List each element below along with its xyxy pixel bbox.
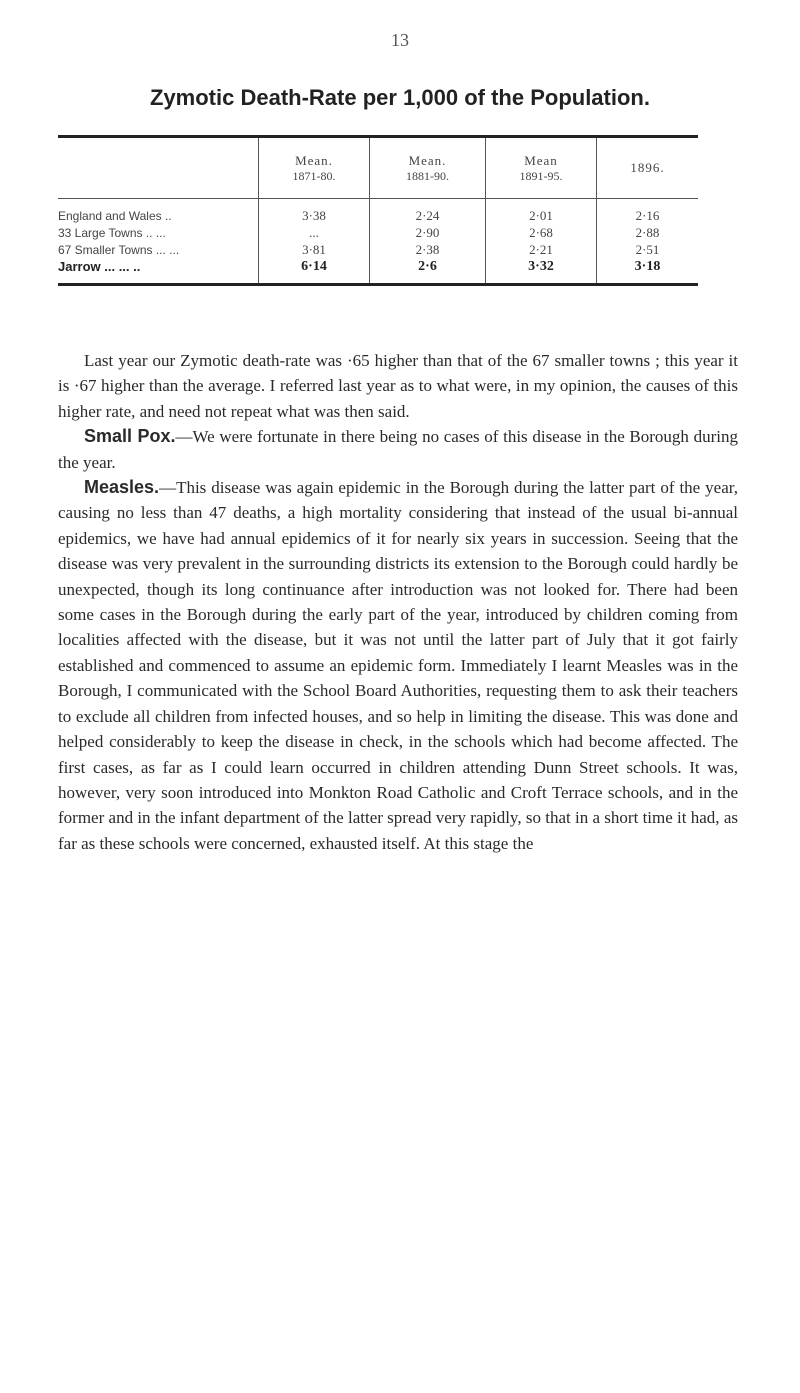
table-row (58, 199, 698, 225)
table-cell: 2·21 (486, 241, 597, 258)
paragraph-text: Last year our Zymotic death-rate was ·65 higher than that of the 67 smaller towns ; this year it is ·67 higher than the average. I referred last year as to what were, in my opinion, the causes of this higher rate, and need not repeat what was then said. (58, 351, 738, 421)
paragraph-text: —We were fortunate in there being no cases of this disease in the Borough during the year. (58, 427, 738, 472)
table-cell: 2·38 (370, 241, 486, 258)
table-cell: 3·38 (259, 199, 370, 225)
table-cell: 2·88 (597, 224, 699, 241)
row-label: England and Wales .. (58, 208, 172, 223)
report-body (58, 348, 738, 856)
column-header-period: 1871-80. (292, 168, 336, 183)
paragraph-text: —This disease was again epidemic in the Borough during the latter part of the year, causing no less than 47 deaths, a high mortality considering that instead of the usual bi-annual epidemics, we have had annual epidemics of it for nearly six years in succession. Seeing that the disease was very prevalent in the surrounding districts its extension to the Borough could hardly be unexpected, though its long continuance after introduction was not looked for. There had been some cases in the Borough during the early part of the year, introduced by children coming from localities affected with the disease, but it was not until the latter part of July that it got fairly established and commenced to assume an epidemic form. Immediately I learnt Measles was in the Borough, I communicated with the School Board Authorities, requesting them to ask their teachers to exclude all children from infected houses, and so help in limiting the disease. This was done and helped considerably to keep the disease in check, in the schools which had become affected. The first cases, as far as I could learn occurred in children attending Dunn Street schools. It was, however, very soon introduced into Monkton Road Catholic and Croft Terrace schools, and in the former and in the infant department of the latter spread very rapidly, so that in a short time it had, as far as these schools were concerned, exhausted itself. At this stage the (58, 478, 738, 853)
column-header-label: 1896. (630, 160, 665, 175)
column-header-label: Mean (524, 152, 558, 168)
table-header-row (58, 138, 698, 199)
table-cell: ... (259, 224, 370, 241)
row-label: Jarrow ... ... .. (58, 259, 141, 274)
table-row (58, 241, 698, 258)
row-label: 67 Smaller Towns ... ... (58, 242, 180, 257)
column-header (259, 138, 370, 199)
paragraph-small-pox (58, 424, 738, 475)
column-header-label: Mean. (408, 152, 447, 168)
death-rate-table (58, 135, 698, 286)
table-cell: 2·51 (597, 241, 699, 258)
table-cell: 2·01 (486, 199, 597, 225)
table-cell: 2·24 (370, 199, 486, 225)
column-header (597, 138, 699, 199)
table-cell: 2·68 (486, 224, 597, 241)
paragraph-zymotic (58, 348, 738, 424)
column-header-label: Mean. (295, 152, 333, 168)
column-header-period: 1881-90. (406, 168, 449, 183)
table-row (58, 224, 698, 241)
page-number: 13 (391, 30, 409, 50)
table-cell: 3·81 (259, 241, 370, 258)
table-cell: 2·90 (370, 224, 486, 241)
section-heading: Small Pox. (84, 426, 176, 447)
page-title: Zymotic Death-Rate per 1,000 of the Population. (150, 85, 650, 110)
section-heading: Measles. (84, 477, 160, 498)
column-header (486, 138, 597, 199)
column-header-period: 1891-95. (519, 168, 563, 183)
table-cell: 3·32 (486, 258, 597, 283)
table-cell: 2·6 (370, 258, 486, 283)
header-blank-cell (58, 138, 259, 199)
table-cell: 6·14 (259, 258, 370, 283)
table-row-jarrow (58, 258, 698, 283)
table-cell: 2·16 (597, 199, 699, 225)
column-header (370, 138, 486, 199)
row-label: 33 Large Towns .. ... (58, 225, 166, 240)
paragraph-measles (58, 475, 738, 856)
table-cell: 3·18 (597, 258, 699, 283)
